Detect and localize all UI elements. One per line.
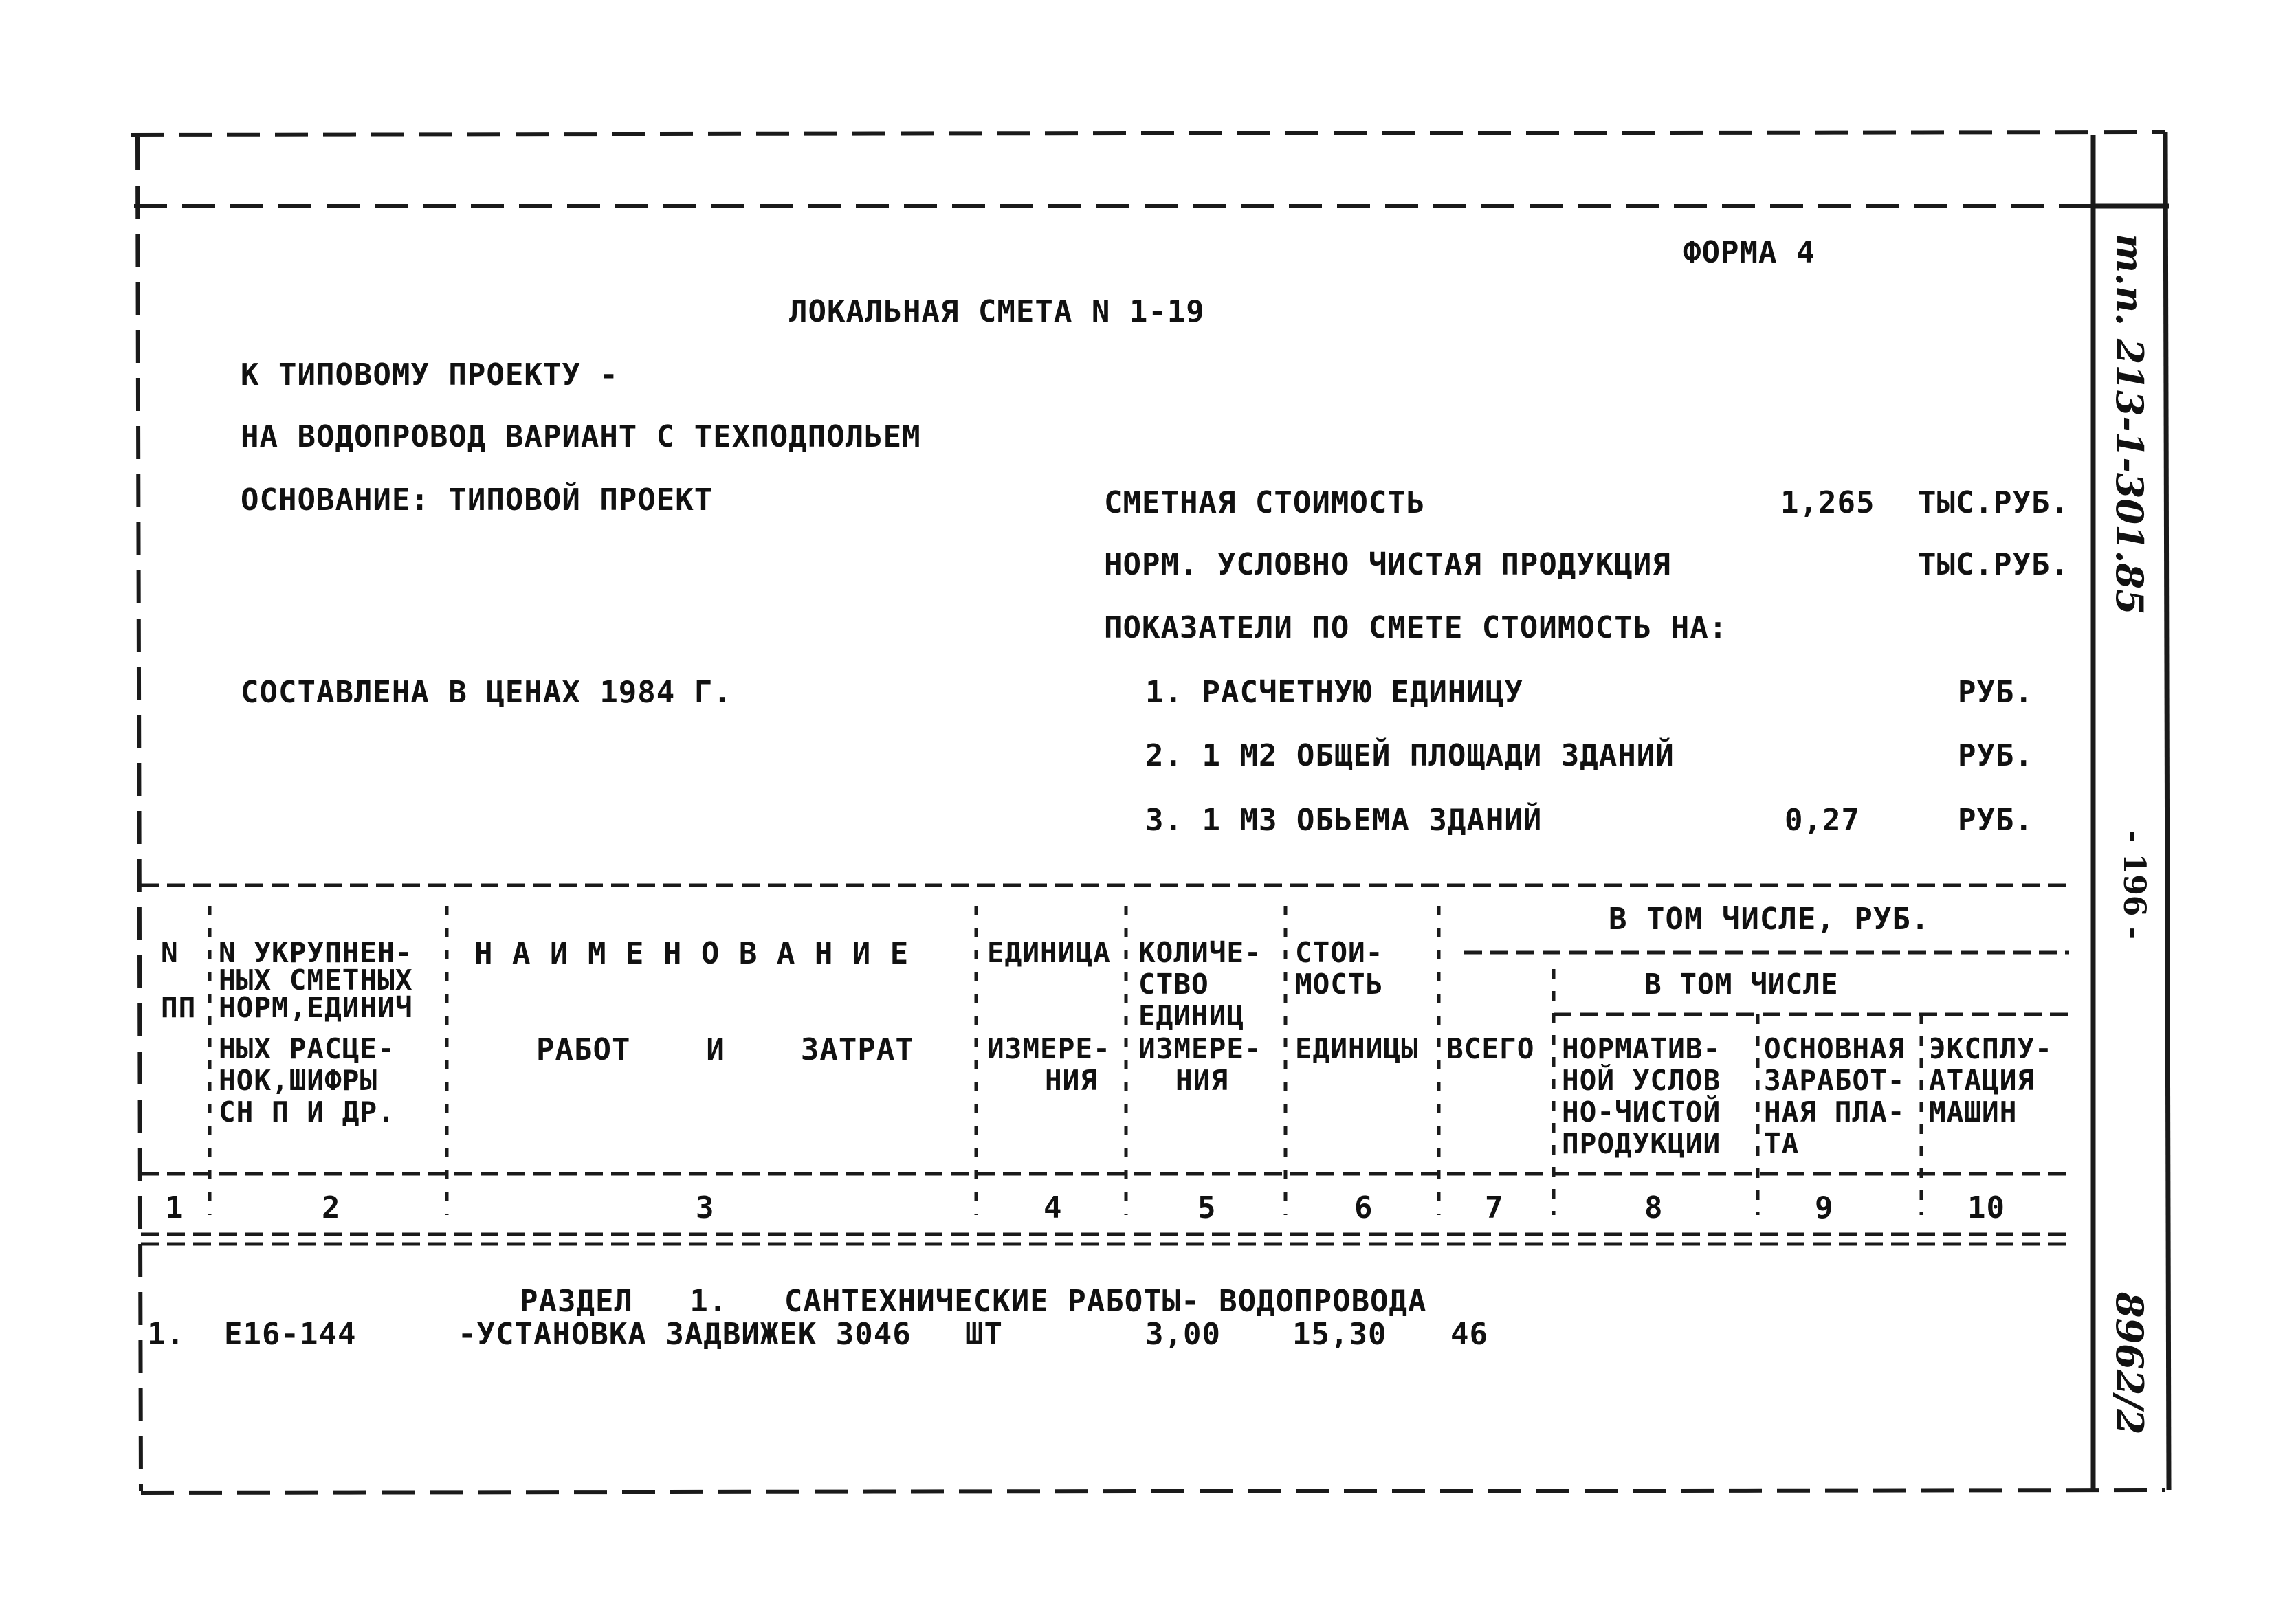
col8-header-line2: НОЙ УСЛОВ bbox=[1562, 1064, 1721, 1097]
col-number-9: 9 bbox=[1815, 1190, 1834, 1225]
cost-label: СМЕТНАЯ СТОИМОСТЬ bbox=[1104, 485, 1426, 520]
col7-header: ВСЕГО bbox=[1446, 1032, 1535, 1065]
indicator-2-unit: РУБ. bbox=[1958, 738, 2033, 773]
col8-header-line4: ПРОДУКЦИИ bbox=[1562, 1127, 1721, 1160]
col9-header-line2: ЗАРАБОТ- bbox=[1764, 1064, 1906, 1097]
price-level: СОСТАВЛЕНА В ЦЕНАХ 1984 Г. bbox=[241, 675, 732, 710]
col-number-3: 3 bbox=[696, 1190, 715, 1225]
col-number-4: 4 bbox=[1044, 1190, 1063, 1225]
col5-header-line5: НИЯ bbox=[1175, 1064, 1229, 1097]
col5-header-line3: ЕДИНИЦ bbox=[1138, 999, 1245, 1032]
col2-header-line2: НЫХ СМЕТНЫХ bbox=[219, 964, 413, 997]
col4-header-line4: НИЯ bbox=[1045, 1064, 1099, 1097]
row-1-name: -УСТАНОВКА ЗАДВИЖЕК 3046 bbox=[458, 1317, 912, 1352]
project-line-2: НА ВОДОПРОВОД ВАРИАНТ С ТЕХПОДПОЛЬЕМ bbox=[241, 419, 921, 454]
col9-header-line4: ТА bbox=[1764, 1127, 1800, 1160]
col10-header-line1: ЭКСПЛУ- bbox=[1929, 1032, 2053, 1065]
col-number-10: 10 bbox=[1967, 1190, 2005, 1225]
col-number-5: 5 bbox=[1197, 1190, 1217, 1225]
indicator-3-label: 3. 1 М3 ОБЬЕМА ЗДАНИЙ bbox=[1145, 803, 1543, 838]
col6-header-line2: МОСТЬ bbox=[1295, 968, 1384, 1001]
col4-header-line1: ЕДИНИЦА bbox=[987, 936, 1111, 969]
col8-header-line1: НОРМАТИВ- bbox=[1562, 1032, 1721, 1065]
cost-value: 1,265 bbox=[1780, 485, 1875, 520]
project-line-1: К ТИПОВОМУ ПРОЕКТУ - bbox=[241, 357, 619, 392]
row-1-quantity: 3,00 bbox=[1145, 1317, 1221, 1352]
estimate-title: ЛОКАЛЬНАЯ СМЕТА N 1-19 bbox=[789, 294, 1205, 329]
net-product-unit: ТЫС.РУБ. bbox=[1918, 547, 2069, 582]
col-number-2: 2 bbox=[322, 1190, 341, 1225]
col2-header-line5: НОК,ШИФРЫ bbox=[219, 1064, 378, 1097]
row-1-unit: ШТ bbox=[965, 1317, 1003, 1352]
col2-header-line6: СН П И ДР. bbox=[219, 1095, 395, 1128]
basis: ОСНОВАНИЕ: ТИПОВОЙ ПРОЕКТ bbox=[241, 482, 714, 518]
indicator-2-label: 2. 1 М2 ОБЩЕЙ ПЛОЩАДИ ЗДАНИЙ bbox=[1145, 738, 1675, 773]
col6-header-line4: ЕДИНИЦЫ bbox=[1295, 1032, 1419, 1065]
col4-header-line3: ИЗМЕРЕ- bbox=[987, 1032, 1111, 1065]
indicator-3-unit: РУБ. bbox=[1958, 803, 2033, 838]
col10-header-line3: МАШИН bbox=[1929, 1095, 2018, 1128]
group-header-sub: В ТОМ ЧИСЛЕ bbox=[1644, 968, 1839, 1001]
indicator-1-unit: РУБ. bbox=[1958, 675, 2033, 710]
row-1-total: 46 bbox=[1450, 1317, 1488, 1352]
cost-unit: ТЫС.РУБ. bbox=[1918, 485, 2069, 520]
col9-header-line3: НАЯ ПЛА- bbox=[1764, 1095, 1906, 1128]
form-label: ФОРМА 4 bbox=[1683, 235, 1815, 270]
col5-header-line4: ИЗМЕРЕ- bbox=[1138, 1032, 1262, 1065]
col1-header-line3: ПП bbox=[161, 991, 197, 1024]
col6-header-line1: СТОИ- bbox=[1295, 936, 1384, 969]
col-number-7: 7 bbox=[1485, 1190, 1504, 1225]
row-1-unit-price: 15,30 bbox=[1292, 1317, 1387, 1352]
col2-header-line4: НЫХ РАСЦЕ- bbox=[219, 1032, 395, 1065]
col1-header-line1: N bbox=[161, 936, 179, 969]
stamp-doc-number: 8962/2 bbox=[2108, 1292, 2152, 1435]
col3-header-top: Н А И М Е Н О В А Н И Е bbox=[474, 936, 909, 971]
col3-header-bottom: РАБОТ И ЗАТРАТ bbox=[536, 1032, 914, 1067]
indicator-1-label: 1. РАСЧЕТНУЮ ЕДИНИЦУ bbox=[1145, 675, 1523, 710]
row-1-number: 1. bbox=[147, 1317, 185, 1352]
indicator-3-value: 0,27 bbox=[1785, 803, 1860, 838]
col9-header-line1: ОСНОВНАЯ bbox=[1764, 1032, 1906, 1065]
col5-header-line1: КОЛИЧЕ- bbox=[1138, 936, 1262, 969]
col-number-8: 8 bbox=[1644, 1190, 1664, 1225]
stamp-page-number: - 196 - bbox=[2117, 830, 2152, 940]
stamp-project-code: т.п. 213-1-301.85 bbox=[2108, 234, 2152, 615]
row-1-code: Е16-144 bbox=[224, 1317, 357, 1352]
col10-header-line2: АТАЦИЯ bbox=[1929, 1064, 2035, 1097]
col2-header-line3: НОРМ,ЕДИНИЧ bbox=[219, 991, 413, 1024]
col5-header-line2: СТВО bbox=[1138, 968, 1209, 1001]
col8-header-line3: НО-ЧИСТОЙ bbox=[1562, 1095, 1721, 1128]
col-number-6: 6 bbox=[1354, 1190, 1373, 1225]
section-heading: РАЗДЕЛ 1. САНТЕХНИЧЕСКИЕ РАБОТЫ- ВОДОПРОВОДА bbox=[520, 1284, 1427, 1319]
col-number-1: 1 bbox=[165, 1190, 184, 1225]
col2-header-line1: N УКРУПНЕН- bbox=[219, 936, 413, 969]
indicators-label: ПОКАЗАТЕЛИ ПО СМЕТЕ СТОИМОСТЬ НА: bbox=[1104, 610, 1728, 645]
net-product-label: НОРМ. УСЛОВНО ЧИСТАЯ ПРОДУКЦИЯ bbox=[1104, 547, 1671, 582]
group-header-top: В ТОМ ЧИСЛЕ, РУБ. bbox=[1609, 902, 1930, 937]
